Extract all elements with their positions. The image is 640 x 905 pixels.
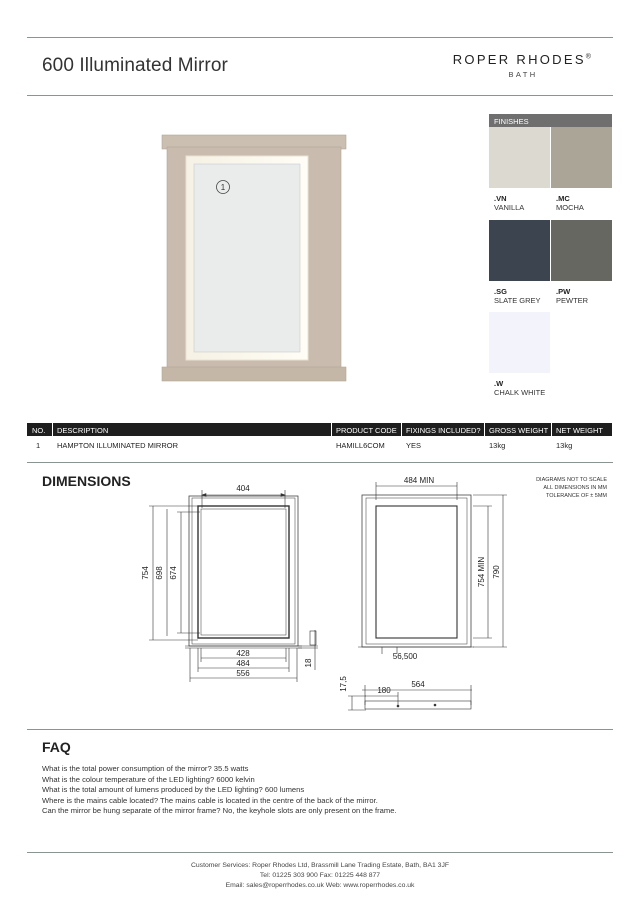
cell-product-code: HAMILL6COM (336, 441, 385, 450)
faq-item: Can the mirror be hung separate of the mirror frame? No, the keyhole slots are only present on the frame. (42, 806, 397, 815)
col-fixings: FIXINGS INCLUDED? (406, 426, 481, 435)
header-rule (27, 95, 613, 96)
swatch-name: PEWTER (556, 296, 589, 305)
dim-17-5: 17,5 (339, 676, 348, 692)
footer-contact: Email: sales@roperrhodes.co.uk Web: www.roperrhodes.co.uk (225, 882, 415, 889)
page-title: 600 Illuminated Mirror (42, 55, 228, 76)
faq-item: Where is the mains cable located? The mains cable is located in the centre of the back of the mirror. (42, 795, 378, 805)
faq-item: What is the total power consumption of the mirror? 35.5 watts (42, 764, 249, 773)
cell-fixings: YES (406, 441, 422, 450)
footer-address: Customer Services: Roper Rhodes Ltd, Brassmill Lane Trading Estate, Bath, BA1 3JF (190, 862, 450, 869)
swatch-slate-grey (489, 220, 550, 281)
table-row (27, 436, 612, 452)
dim-484: 484 (236, 659, 250, 668)
side-view (348, 685, 472, 710)
finishes-heading: FINISHES (489, 114, 612, 127)
swatch-code: .W (494, 379, 504, 388)
mirror-glass (194, 164, 300, 352)
dim-674: 674 (169, 566, 178, 580)
brand-name: ROPER RHODES (452, 52, 586, 67)
cell-gross-weight: 13kg (489, 441, 506, 450)
swatch-name: MOCHA (556, 203, 584, 212)
col-gross-weight: GROSS WEIGHT (489, 426, 549, 435)
cell-description: HAMPTON ILLUMINATED MIRROR (57, 441, 178, 450)
dim-564: 564 (411, 680, 425, 689)
note-line: DIAGRAMS NOT TO SCALE (536, 477, 607, 483)
faq-title: FAQ (42, 739, 71, 755)
swatch-code: .SG (494, 287, 507, 296)
front-view (149, 490, 318, 682)
table-header (27, 423, 612, 436)
footer (0, 861, 640, 891)
faq-item: What is the total amount of lumens produced by the LED lighting? 600 lumens (42, 785, 305, 794)
finishes-panel (489, 114, 612, 397)
dim-18: 18 (304, 658, 313, 668)
dim-556: 556 (236, 669, 250, 678)
swatch-code: .VN (494, 194, 507, 203)
swatch-pewter (551, 220, 612, 281)
top-rule (27, 37, 613, 38)
col-description: DESCRIPTION (57, 426, 109, 435)
table-rule (27, 462, 613, 463)
registered-mark: ® (585, 53, 594, 61)
cell-net-weight: 13kg (556, 441, 573, 450)
swatch-vanilla (489, 127, 550, 188)
swatch-name: CHALK WHITE (494, 388, 546, 397)
col-no: NO. (32, 426, 46, 435)
frame-bottom-cap (162, 367, 346, 381)
dimension-drawing (0, 470, 640, 725)
dim-698: 698 (155, 566, 164, 580)
brand-sub: BATH (508, 70, 538, 79)
faq-rule (27, 729, 613, 730)
dimensions-title: DIMENSIONS (42, 473, 131, 489)
dim-404: 404 (236, 484, 250, 493)
col-net-weight: NET WEIGHT (556, 426, 603, 435)
faq-list (42, 764, 397, 817)
dimension-labels (141, 476, 501, 695)
dim-790: 790 (492, 565, 501, 579)
dim-754-min: 754 MIN (477, 556, 486, 588)
note-line: ALL DIMENSIONS IN MM (543, 485, 607, 491)
footer-rule (27, 852, 613, 853)
spec-table (27, 423, 612, 452)
callout-number: 1 (220, 183, 226, 192)
brand-logo (448, 52, 598, 79)
swatch-chalk-white (489, 312, 550, 373)
swatch-name: VANILLA (494, 203, 525, 212)
swatch-mocha (551, 127, 612, 188)
dim-754: 754 (141, 566, 150, 580)
dim-484-min: 484 MIN (403, 476, 435, 485)
cell-no: 1 (36, 441, 41, 450)
dim-428: 428 (236, 649, 250, 658)
product-image (160, 133, 350, 385)
note-line: TOLERANCE OF ± 5MM (546, 493, 607, 499)
swatch-code: .PW (556, 287, 571, 296)
swatch-code: .MC (556, 194, 570, 203)
faq-item: What is the colour temperature of the LED lighting? 6000 kelvin (42, 774, 255, 784)
swatch-name: SLATE GREY (494, 296, 541, 305)
footer-phone: Tel: 01225 303 900 Fax: 01225 448 877 (259, 872, 381, 879)
col-product-code: PRODUCT CODE (336, 426, 397, 435)
dim-180: 180 (377, 686, 391, 695)
dim-56-500: 56,500 (392, 652, 418, 661)
